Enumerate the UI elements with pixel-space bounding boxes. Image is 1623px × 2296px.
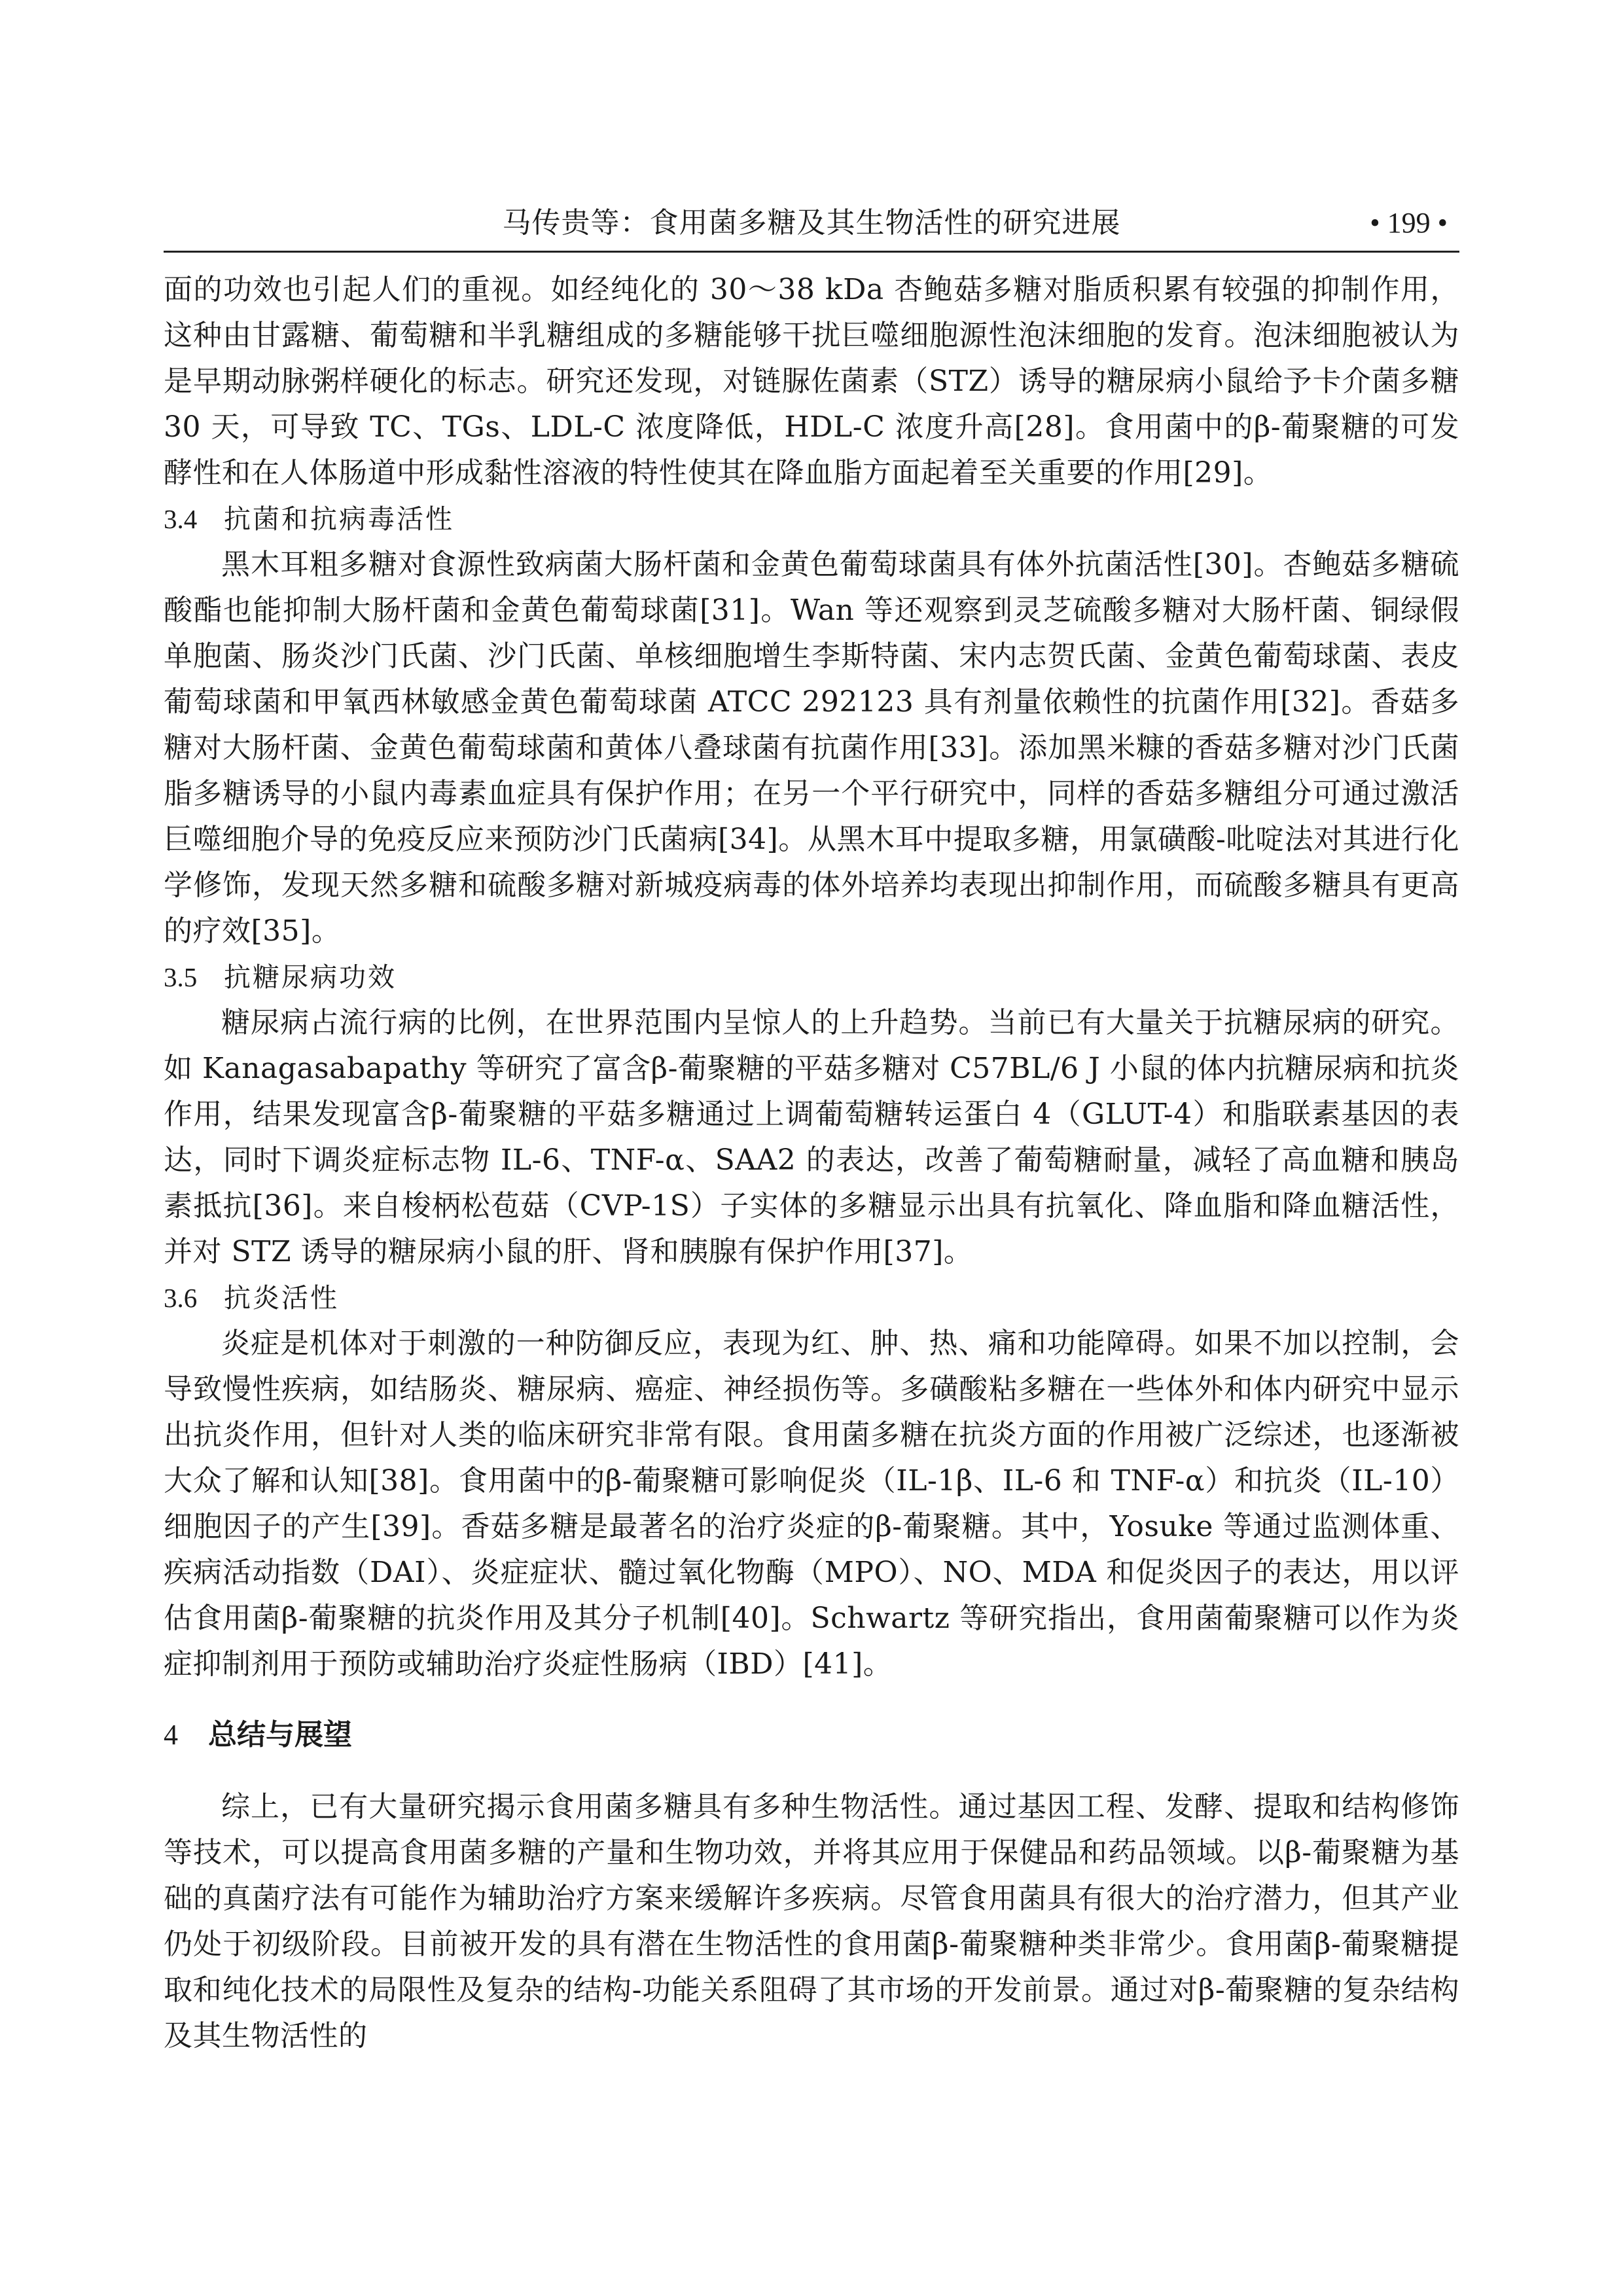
section-title: 总结与展望 <box>208 1718 352 1751</box>
section-heading-4 <box>164 1712 1459 1758</box>
section-number: 4 <box>164 1719 178 1751</box>
subsection-number: 3.6 <box>164 1283 198 1313</box>
header-rule <box>164 251 1459 253</box>
running-header <box>164 200 1459 247</box>
paragraph-antidiabetic: 糖尿病占流行病的比例，在世界范围内呈惊人的上升趋势。当前已有大量关于抗糖尿病的研究。如 Kanagasabapathy 等研究了富含β-葡聚糖的平菇多糖对 C57BL/6 J 小鼠的体内抗糖尿病和抗炎作用，结果发现富含β-葡聚糖的平菇多糖通过上调葡萄糖转运蛋白 4（GLUT-4）和脂联素基因的表达，同时下调炎症标志物 IL-6、TNF-α、SAA2 的表达，改善了葡萄糖耐量，减轻了高血糖和胰岛素抵抗[36]。来自梭柄松苞菇（CVP-1S）子实体的多糖显示出具有抗氧化、降血脂和降血糖活性，并对 STZ 诱导的糖尿病小鼠的肝、肾和胰腺有保护作用[37]。 <box>164 1006 1459 1268</box>
paragraph-antibacterial: 黑木耳粗多糖对食源性致病菌大肠杆菌和金黄色葡萄球菌具有体外抗菌活性[30]。杏鲍菇多糖硫酸酯也能抑制大肠杆菌和金黄色葡萄球菌[31]。Wan 等还观察到灵芝硫酸多糖对大肠杆菌、铜绿假单胞菌、肠炎沙门氏菌、沙门氏菌、单核细胞增生李斯特菌、宋内志贺氏菌、金黄色葡萄球菌、表皮葡萄球菌和甲氧西林敏感金黄色葡萄球菌 ATCC 292123 具有剂量依赖性的抗菌作用[32]。香菇多糖对大肠杆菌、金黄色葡萄球菌和黄体八叠球菌有抗菌作用[33]。添加黑米糠的香菇多糖对沙门氏菌脂多糖诱导的小鼠内毒素血症具有保护作用；在另一个平行研究中，同样的香菇多糖组分可通过激活巨噬细胞介导的免疫反应来预防沙门氏菌病[34]。从黑木耳中提取多糖，用氯磺酸-吡啶法对其进行化学修饰，发现天然多糖和硫酸多糖对新城疫病毒的体外培养均表现出抑制作用，而硫酸多糖具有更高的疗效[35]。 <box>164 548 1459 948</box>
subsection-heading-3-4 <box>164 496 1459 542</box>
subsection-title: 抗糖尿病功效 <box>224 961 397 993</box>
paragraph-continued: 面的功效也引起人们的重视。如经纯化的 30～38 kDa 杏鲍菇多糖对脂质积累有较强的抑制作用，这种由甘露糖、葡萄糖和半乳糖组成的多糖能够干扰巨噬细胞源性泡沫细胞的发育。泡沫细胞被认为是早期动脉粥样硬化的标志。研究还发现，对链脲佐菌素（STZ）诱导的糖尿病小鼠给予卡介菌多糖 30 天，可导致 TC、TGs、LDL-C 浓度降低，HDL-C 浓度升高[28]。食用菌中的β-葡聚糖的可发酵性和在人体肠道中形成黏性溶液的特性使其在降血脂方面起着至关重要的作用[29]。 <box>164 273 1459 490</box>
running-header-title: 马传贵等：食用菌多糖及其生物活性的研究进展 <box>502 206 1121 240</box>
subsection-number: 3.5 <box>164 962 198 992</box>
subsection-heading-3-5 <box>164 954 1459 1000</box>
paragraph-anti-inflammatory: 炎症是机体对于刺激的一种防御反应，表现为红、肿、热、痛和功能障碍。如果不加以控制，会导致慢性疾病，如结肠炎、糖尿病、癌症、神经损伤等。多磺酸粘多糖在一些体外和体内研究中显示出抗炎作用，但针对人类的临床研究非常有限。食用菌多糖在抗炎方面的作用被广泛综述，也逐渐被大众了解和认知[38]。食用菌中的β-葡聚糖可影响促炎（IL-1β、IL-6 和 TNF-α）和抗炎（IL-10）细胞因子的产生[39]。香菇多糖是最著名的治疗炎症的β-葡聚糖。其中，Yosuke 等通过监测体重、疾病活动指数（DAI）、炎症症状、髓过氧化物酶（MPO）、NO、MDA 和促炎因子的表达，用以评估食用菌β-葡聚糖的抗炎作用及其分子机制[40]。Schwartz 等研究指出，食用菌葡聚糖可以作为炎症抑制剂用于预防或辅助治疗炎症性肠病（IBD）[41]。 <box>164 1327 1459 1681</box>
subsection-title: 抗菌和抗病毒活性 <box>224 503 454 535</box>
body-text <box>164 267 1459 2059</box>
subsection-heading-3-6 <box>164 1275 1459 1321</box>
subsection-number: 3.4 <box>164 504 198 534</box>
subsection-title: 抗炎活性 <box>224 1282 339 1314</box>
paragraph-summary: 综上，已有大量研究揭示食用菌多糖具有多种生物活性。通过基因工程、发酵、提取和结构修饰等技术，可以提高食用菌多糖的产量和生物功效，并将其应用于保健品和药品领域。以β-葡聚糖为基础的真菌疗法有可能作为辅助治疗方案来缓解许多疾病。尽管食用菌具有很大的治疗潜力，但其产业仍处于初级阶段。目前被开发的具有潜在生物活性的食用菌β-葡聚糖种类非常少。食用菌β-葡聚糖提取和纯化技术的局限性及复杂的结构-功能关系阻碍了其市场的开发前景。通过对β-葡聚糖的复杂结构及其生物活性的 <box>164 1790 1459 2053</box>
page-number: • 199 • <box>1370 207 1448 239</box>
